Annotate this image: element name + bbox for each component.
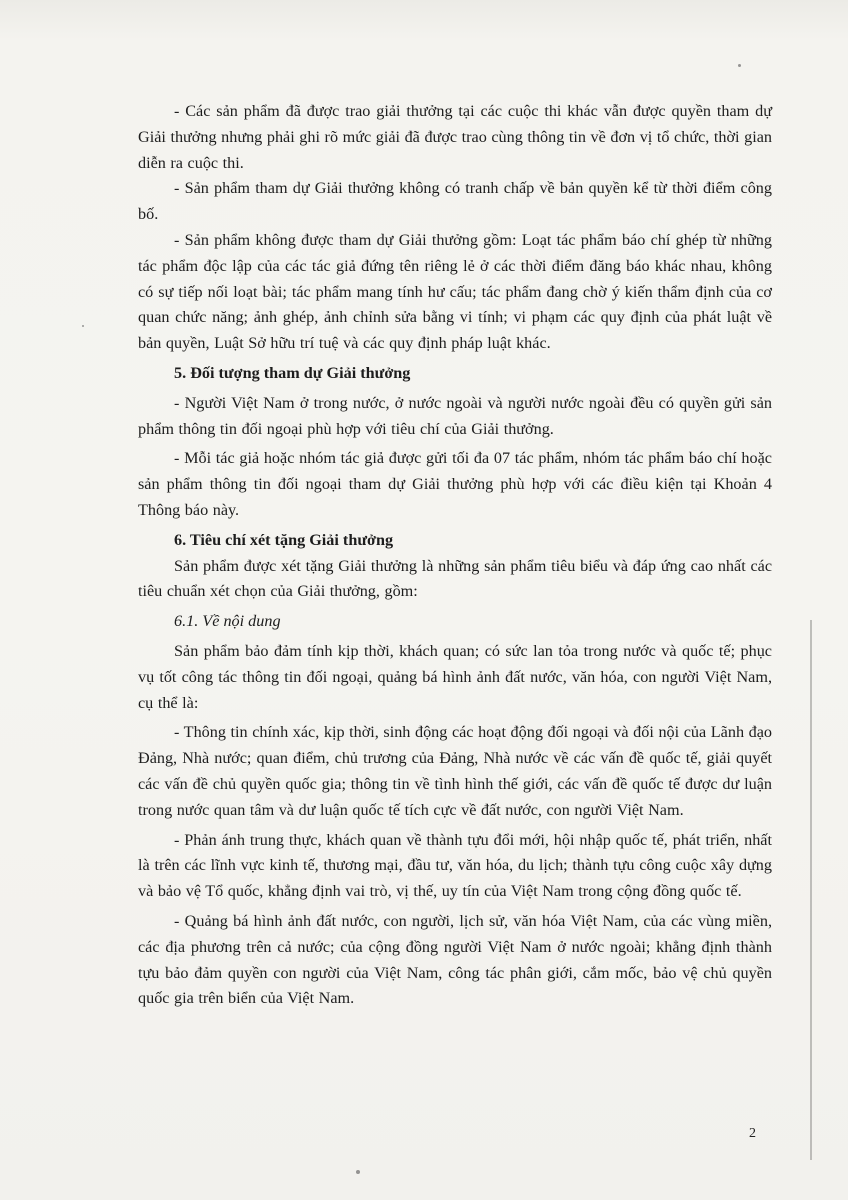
paragraph: Sản phẩm được xét tặng Giải thưởng là những sản phẩm tiêu biểu và đáp ứng cao nhất các tiêu chuẩn xét chọn của Giải thưởng, gồm:	[138, 556, 772, 601]
paragraph: - Sản phẩm tham dự Giải thưởng không có tranh chấp về bản quyền kể từ thời điểm công bố.	[138, 179, 772, 224]
paragraph: - Thông tin chính xác, kịp thời, sinh động các hoạt động đối ngoại và đối nội của Lãnh đạo Đảng, Nhà nước; quan điểm, chủ trương của Đảng, Nhà nước về các vấn đề quốc tế, giải quyết các vấn đề chủ quyền quốc gia; thông tin về tình hình thế giới, các vấn đề quốc tế được dư luận trong nước quan tâm và dư luận quốc tế tích cực về đất nước, con người Việt Nam.	[138, 723, 772, 819]
page-number: 2	[749, 1126, 756, 1141]
paragraph: Sản phẩm bảo đảm tính kịp thời, khách quan; có sức lan tỏa trong nước và quốc tế; phục vụ tốt công tác thông tin đối ngoại, quảng bá hình ảnh đất nước, văn hóa, con người Việt Nam, cụ thể là:	[138, 641, 772, 712]
paragraph: - Người Việt Nam ở trong nước, ở nước ngoài và người nước ngoài đều có quyền gửi sản phẩm thông tin đối ngoại phù hợp với tiêu chí của Giải thưởng.	[138, 393, 772, 438]
scan-speck	[82, 325, 84, 327]
paragraph: - Phản ánh trung thực, khách quan về thành tựu đổi mới, hội nhập quốc tế, phát triển, nhất là trên các lĩnh vực kinh tế, thương mại, đầu tư, văn hóa, du lịch; thành tựu công cuộc xây dựng và bảo vệ Tổ quốc, khẳng định vai trò, vị thế, uy tín của Việt Nam trong cộng đồng quốc tế.	[138, 830, 772, 901]
scan-edge-artifact	[810, 620, 812, 1160]
paragraph: - Sản phẩm không được tham dự Giải thưởng gồm: Loạt tác phẩm báo chí ghép từ những tác phẩm độc lập của các tác giả đứng tên riêng lẻ ở các thời điểm đăng báo khác nhau, không có sự tiếp nối loạt bài; tác phẩm mang tính hư cấu; tác phẩm đang chờ ý kiến thẩm định của cơ quan chức năng; ảnh ghép, ảnh chỉnh sửa bằng vi tính; vi phạm các quy định của phát luật về bản quyền, Luật Sở hữu trí tuệ và các quy định pháp luật khác.	[138, 230, 772, 353]
paragraph: - Quảng bá hình ảnh đất nước, con người, lịch sử, văn hóa Việt Nam, của các vùng miền, các địa phương trên cả nước; của cộng đồng người Việt Nam ở nước ngoài; khẳng định thành tựu bảo đảm quyền con người của Việt Nam, công tác phân giới, cắm mốc, bảo vệ chủ quyền quốc gia trên biển của Việt Nam.	[138, 911, 772, 1008]
paragraph: - Các sản phẩm đã được trao giải thưởng tại các cuộc thi khác vẫn được quyền tham dự Giải thưởng nhưng phải ghi rõ mức giải đã được trao cùng thông tin về đơn vị tổ chức, thời gian diễn ra cuộc thi.	[138, 102, 772, 172]
subsection-heading: 6.1. Về nội dung	[174, 612, 281, 631]
scan-speck	[738, 64, 741, 67]
section-heading: 5. Đối tượng tham dự Giải thưởng	[174, 363, 411, 382]
document-body	[138, 99, 772, 1012]
section-heading: 6. Tiêu chí xét tặng Giải thưởng	[174, 530, 394, 549]
scan-speck	[356, 1170, 360, 1174]
paragraph: - Mỗi tác giả hoặc nhóm tác giả được gửi tối đa 07 tác phẩm, nhóm tác phẩm báo chí hoặc sản phẩm thông tin đối ngoại tham dự Giải thưởng phù hợp với các điều kiện tại Khoản 4 Thông báo này.	[138, 449, 772, 519]
